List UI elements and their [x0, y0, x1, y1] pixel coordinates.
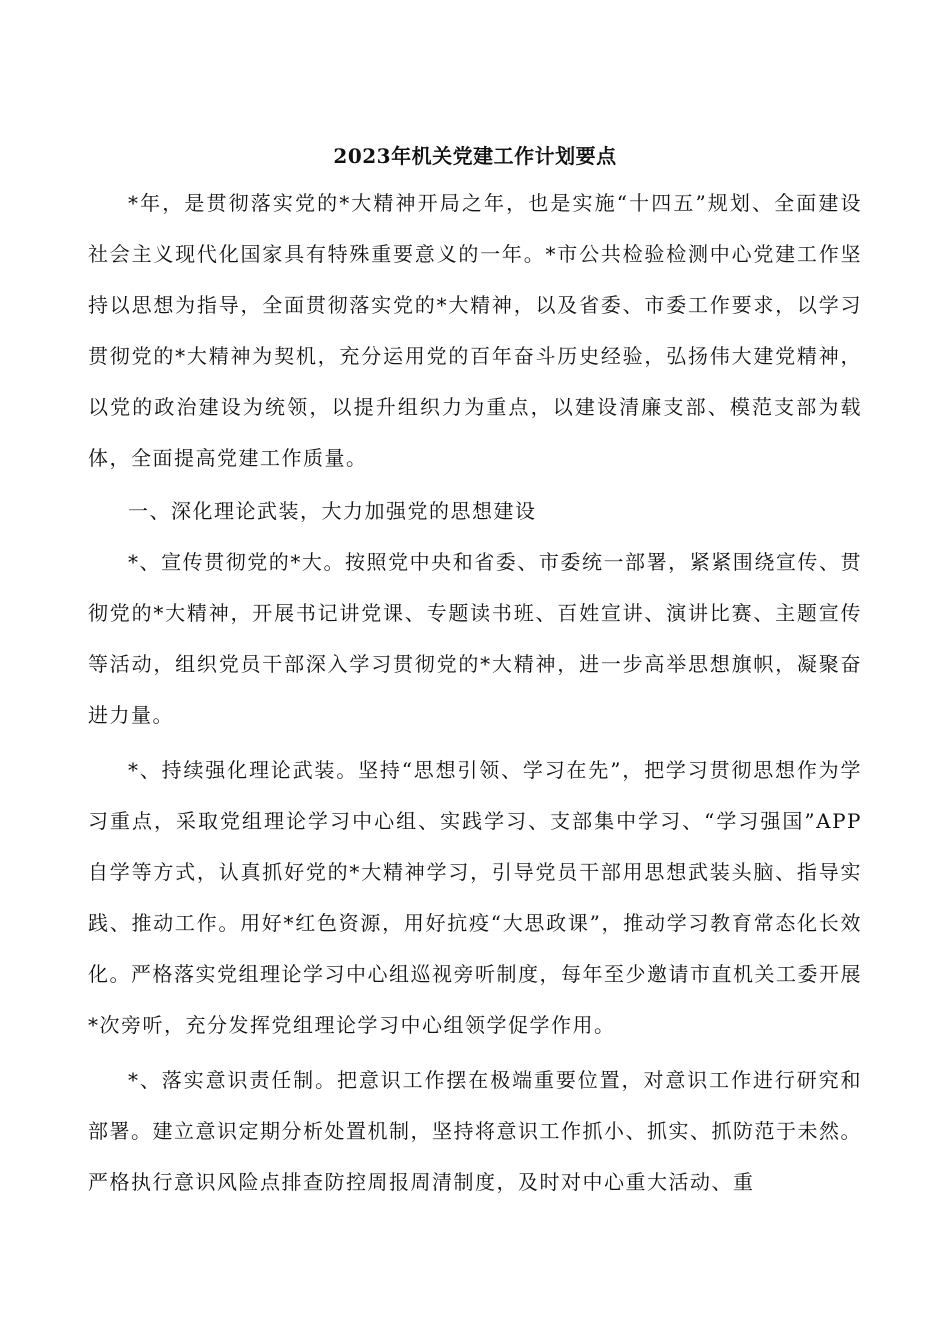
body-paragraph: *、持续强化理论武装。坚持“思想引领、学习在先”，把学习贯彻思想作为学习重点，采取党组理论学习中心组、实践学习、支部集中学习、“学习强国”APP自学等方式，认真抓好党的*大精神学习，引导党员干部用思想武装头脑、指导实践、推动工作。用好*红色资源，用好抗疫“大思政课”，推动学习教育常态化长效化。严格落实党组理论学习中心组巡视旁听制度，每年至少邀请市直机关工委开展*次旁听，充分发挥党组理论学习中心组领学促学作用。: [88, 758, 862, 1037]
body-paragraph: *、宣传贯彻党的*大。按照党中央和省委、市委统一部署，紧紧围绕宣传、贯彻党的*大精神，开展书记讲党课、专题读书班、百姓宣讲、演讲比赛、主题宣传等活动，组织党员干部深入学习贯彻党的*大精神，进一步高举思想旗帜，凝聚奋进力量。: [88, 550, 862, 727]
document-title: 2023年机关党建工作计划要点: [333, 144, 617, 168]
intro-paragraph: *年，是贯彻落实党的*大精神开局之年，也是实施“十四五”规划、全面建设社会主义现代化国家具有特殊重要意义的一年。*市公共检验检测中心党建工作坚持以思想为指导，全面贯彻落实党的*大精神，以及省委、市委工作要求，以学习贯彻党的*大精神为契机，充分运用党的百年奋斗历史经验，弘扬伟大建党精神，以党的政治建设为统领，以提升组织力为重点，以建设清廉支部、模范支部为载体，全面提高党建工作质量。: [88, 191, 862, 470]
document-body: [88, 138, 862, 1208]
section-heading: 一、深化理论武装，大力加强党的思想建设: [128, 499, 537, 523]
body-paragraph: *、落实意识责任制。把意识工作摆在极端重要位置，对意识工作进行研究和部署。建立意识定期分析处置机制，坚持将意识工作抓小、抓实、抓防范于未然。严格执行意识风险点排查防控周报周清制度，及时对中心重大活动、重: [88, 1068, 862, 1194]
